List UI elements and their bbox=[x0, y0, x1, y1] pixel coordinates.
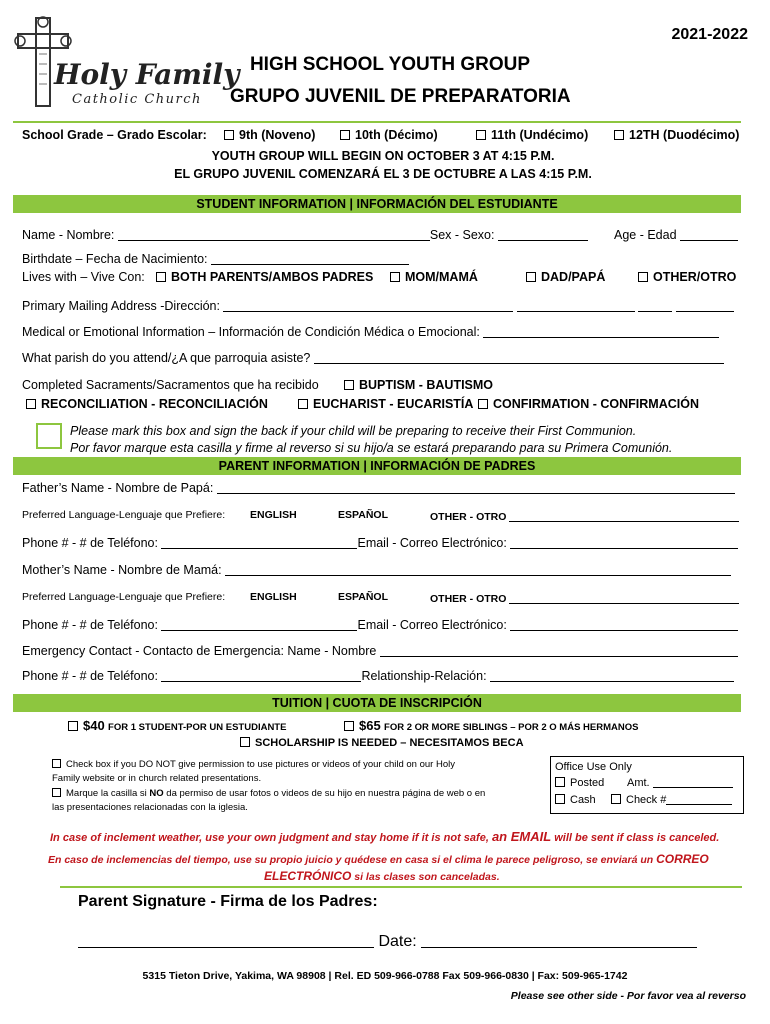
lives-other-checkbox[interactable] bbox=[638, 272, 648, 282]
lives-mom[interactable]: MOM/MAMÁ bbox=[390, 270, 478, 284]
grade-9-checkbox[interactable] bbox=[224, 130, 234, 140]
reconciliation-checkbox[interactable] bbox=[26, 399, 36, 409]
student-name-field[interactable] bbox=[118, 228, 430, 241]
photo-permission-spanish-2: las presentaciones relacionadas con la iglesia. bbox=[52, 802, 248, 813]
father-lang-spanish[interactable]: ESPAÑOL bbox=[338, 509, 388, 521]
grade-10-checkbox[interactable] bbox=[340, 130, 350, 140]
student-name-row: Name - Nombre: Sex - Sexo: bbox=[22, 228, 588, 242]
photo-permission-english-2: Family website or in church related presentations. bbox=[52, 773, 262, 784]
confirmation-checkbox[interactable] bbox=[478, 399, 488, 409]
medical-row: Medical or Emotional Information – Información de Condición Médica o Emocional: bbox=[22, 325, 719, 339]
tuition-section-header: TUITION | CUOTA DE INSCRIPCIÓN bbox=[13, 694, 741, 712]
age-field[interactable] bbox=[680, 228, 738, 241]
office-amount: Amt. bbox=[627, 777, 733, 789]
father-phone-field[interactable] bbox=[161, 536, 357, 549]
office-use-title: Office Use Only bbox=[555, 761, 632, 773]
scholarship-option[interactable]: SCHOLARSHIP IS NEEDED – NECESITAMOS BECA bbox=[240, 737, 524, 749]
first-communion-checkbox[interactable] bbox=[36, 423, 62, 449]
school-year: 2021-2022 bbox=[671, 26, 748, 43]
relationship-field[interactable] bbox=[490, 669, 734, 682]
title-english: HIGH SCHOOL YOUTH GROUP bbox=[249, 54, 531, 75]
birthdate-row: Birthdate – Fecha de Nacimiento: bbox=[22, 252, 409, 266]
tuition-two-checkbox[interactable] bbox=[344, 721, 354, 731]
scholarship-checkbox[interactable] bbox=[240, 737, 250, 747]
parish-field[interactable] bbox=[314, 351, 724, 364]
photo-permission-checkbox[interactable] bbox=[52, 759, 61, 768]
start-notice-spanish: EL GRUPO JUVENIL COMENZARÁ EL 3 DE OCTUBRE A LAS 4:15 P.M. bbox=[174, 167, 592, 181]
grade-label: School Grade – Grado Escolar: bbox=[22, 128, 207, 142]
student-section-header: STUDENT INFORMATION | INFORMACIÓN DEL ESTUDIANTE bbox=[13, 195, 741, 213]
logo-name: Holy Family bbox=[54, 58, 240, 91]
photo-permission-spanish-checkbox[interactable] bbox=[52, 788, 61, 797]
office-cash[interactable]: Cash bbox=[555, 794, 596, 806]
parent-section-header: PARENT INFORMATION | INFORMACIÓN DE PADRES bbox=[13, 457, 741, 475]
office-use-box bbox=[550, 756, 744, 814]
mother-lang-other-field[interactable] bbox=[509, 591, 739, 604]
emergency-phone-field[interactable] bbox=[161, 669, 361, 682]
father-phone-row: Phone # - # de Teléfono: Email - Correo Electrónico: bbox=[22, 536, 738, 550]
signature-field[interactable] bbox=[78, 933, 374, 948]
logo-subname: Catholic Church bbox=[72, 92, 202, 107]
grade-12-checkbox[interactable] bbox=[614, 130, 624, 140]
lives-dad[interactable]: DAD/PAPÁ bbox=[526, 270, 605, 284]
sacrament-confirmation[interactable]: CONFIRMATION - CONFIRMACIÓN bbox=[478, 397, 699, 411]
emergency-phone-row: Phone # - # de Teléfono: Relationship-Relación: bbox=[22, 669, 734, 683]
mother-phone-field[interactable] bbox=[161, 618, 357, 631]
parish-row: What parish do you attend/¿A que parroquia asiste? bbox=[22, 351, 724, 365]
zip-field[interactable] bbox=[676, 299, 734, 312]
state-field[interactable] bbox=[638, 299, 672, 312]
sacrament-reconciliation[interactable]: RECONCILIATION - RECONCILIACIÓN bbox=[26, 397, 268, 411]
tuition-option-two[interactable]: $65 FOR 2 OR MORE SIBLINGS – POR 2 O MÁS HERMANOS bbox=[344, 718, 638, 733]
address-field[interactable] bbox=[223, 299, 513, 312]
grade-row bbox=[22, 128, 207, 142]
sex-field[interactable] bbox=[498, 228, 588, 241]
mother-lang-other-row bbox=[430, 591, 739, 605]
signature-label: Parent Signature - Firma de los Padres: bbox=[78, 893, 378, 910]
photo-permission-english-1[interactable]: Check box if you DO NOT give permission to use pictures or videos of your child on our Holy bbox=[52, 759, 455, 770]
date-field[interactable] bbox=[421, 933, 697, 948]
father-email-field[interactable] bbox=[510, 536, 738, 549]
baptism-checkbox[interactable] bbox=[344, 380, 354, 390]
father-lang-other-row bbox=[430, 509, 739, 523]
sacrament-eucharist[interactable]: EUCHARIST - EUCARISTÍA bbox=[298, 397, 473, 411]
signature-divider bbox=[60, 886, 742, 888]
grade-11-checkbox[interactable] bbox=[476, 130, 486, 140]
posted-checkbox[interactable] bbox=[555, 777, 565, 787]
cash-checkbox[interactable] bbox=[555, 794, 565, 804]
father-language-label: Preferred Language-Lenguaje que Prefiere: bbox=[22, 509, 226, 521]
header-divider bbox=[13, 121, 741, 123]
emergency-name-field[interactable] bbox=[380, 644, 738, 657]
emergency-row: Emergency Contact - Contacto de Emergencia: Name - Nombre bbox=[22, 644, 738, 658]
lives-both-checkbox[interactable] bbox=[156, 272, 166, 282]
photo-permission-spanish-1[interactable]: Marque la casilla si NO da permiso de usar fotos o videos de su hijo en nuestra página de web o en bbox=[52, 788, 485, 799]
tuition-one-checkbox[interactable] bbox=[68, 721, 78, 731]
amount-field[interactable] bbox=[653, 777, 733, 788]
address-row: Primary Mailing Address -Dirección: bbox=[22, 299, 734, 313]
office-check[interactable]: Check # bbox=[611, 794, 732, 806]
eucharist-checkbox[interactable] bbox=[298, 399, 308, 409]
church-logo bbox=[14, 14, 240, 110]
father-name-field[interactable] bbox=[217, 481, 735, 494]
sacraments-label: Completed Sacraments/Sacramentos que ha recibido bbox=[22, 378, 319, 392]
father-lang-other-field[interactable] bbox=[509, 509, 739, 522]
lives-mom-checkbox[interactable] bbox=[390, 272, 400, 282]
mother-lang-english[interactable]: ENGLISH bbox=[250, 591, 297, 603]
see-other-side: Please see other side - Por favor vea al reverso bbox=[510, 990, 746, 1002]
father-row: Father’s Name - Nombre de Papá: bbox=[22, 481, 735, 495]
check-number-field[interactable] bbox=[666, 794, 732, 805]
footer-address: 5315 Tieton Drive, Yakima, WA 98908 | Rel. ED 509-966-0788 Fax 509-966-0830 | Fax: 509-965-1742 bbox=[142, 970, 628, 982]
first-communion-note-english: Please mark this box and sign the back if your child will be preparing to receive their First Communion. bbox=[70, 424, 637, 438]
lives-both[interactable]: BOTH PARENTS/AMBOS PADRES bbox=[156, 270, 373, 284]
grade-11[interactable]: 11th (Undécimo) bbox=[476, 128, 588, 142]
weather-notice-spanish-2: ELECTRÓNICO si las clases son canceladas. bbox=[264, 869, 500, 883]
office-posted[interactable]: Posted bbox=[555, 777, 604, 789]
signature-row: Date: bbox=[78, 933, 697, 951]
start-notice-english: YOUTH GROUP WILL BEGIN ON OCTOBER 3 AT 4:15 P.M. bbox=[211, 149, 555, 163]
first-communion-note-spanish: Por favor marque esta casilla y firme al reverso si su hijo/a se estará preparando para su Primera Comunión. bbox=[70, 441, 673, 455]
mother-lang-other[interactable]: OTHER - OTRO bbox=[430, 593, 507, 605]
lives-with-row: Lives with – Vive Con: bbox=[22, 270, 145, 284]
city-field[interactable] bbox=[517, 299, 635, 312]
title-spanish: GRUPO JUVENIL DE PREPARATORIA bbox=[230, 86, 571, 107]
grade-10[interactable]: 10th (Décimo) bbox=[340, 128, 438, 142]
mother-lang-spanish[interactable]: ESPAÑOL bbox=[338, 591, 388, 603]
age-row: Age - Edad bbox=[614, 228, 738, 242]
medical-field[interactable] bbox=[483, 325, 719, 338]
mother-language-label: Preferred Language-Lenguaje que Prefiere: bbox=[22, 591, 226, 603]
mother-name-field[interactable] bbox=[225, 563, 731, 576]
weather-notice-english: In case of inclement weather, use your own judgment and stay home if it is not safe, an EMAIL will be sent if class is canceled. bbox=[50, 829, 720, 844]
grade-12[interactable]: 12TH (Duodécimo) bbox=[614, 128, 739, 142]
grade-9[interactable]: 9th (Noveno) bbox=[224, 128, 315, 142]
weather-notice-spanish-1: En caso de inclemencias del tiempo, use su propio juicio y quédese en casa si el clima le parece peligroso, se enviará un CORREO bbox=[48, 852, 709, 866]
check-checkbox[interactable] bbox=[611, 794, 621, 804]
tuition-option-one[interactable]: $40 FOR 1 STUDENT-POR UN ESTUDIANTE bbox=[68, 718, 286, 733]
lives-dad-checkbox[interactable] bbox=[526, 272, 536, 282]
father-lang-other[interactable]: OTHER - OTRO bbox=[430, 511, 507, 523]
birthdate-field[interactable] bbox=[211, 252, 409, 265]
sacrament-baptism[interactable]: BUPTISM - BAUTISMO bbox=[344, 378, 493, 392]
father-lang-english[interactable]: ENGLISH bbox=[250, 509, 297, 521]
lives-other[interactable]: OTHER/OTRO bbox=[638, 270, 736, 284]
mother-email-field[interactable] bbox=[510, 618, 738, 631]
mother-phone-row: Phone # - # de Teléfono: Email - Correo Electrónico: bbox=[22, 618, 738, 632]
mother-row: Mother’s Name - Nombre de Mamá: bbox=[22, 563, 731, 577]
